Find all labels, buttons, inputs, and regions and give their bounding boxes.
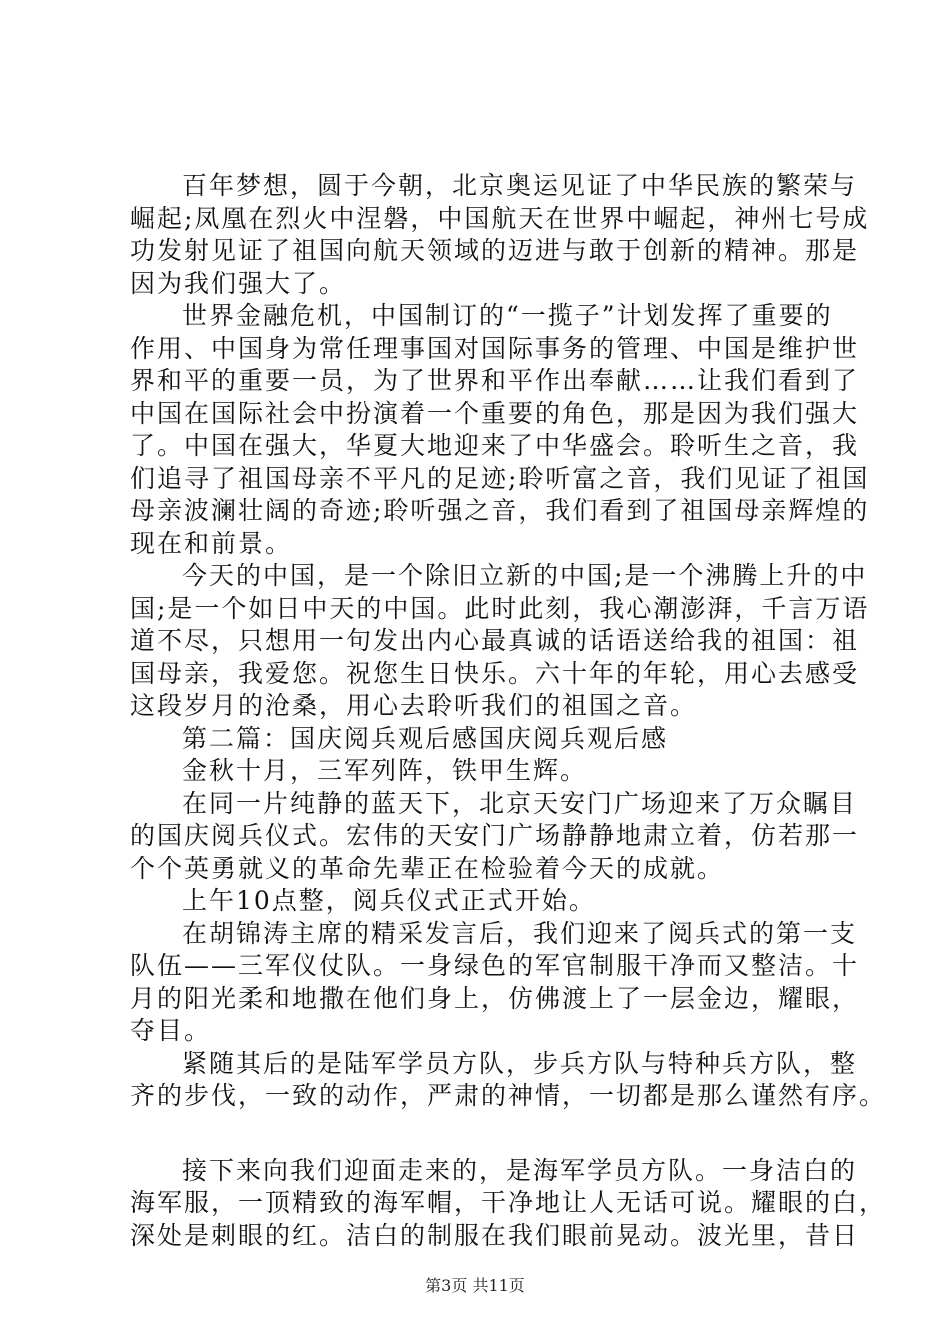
- text-line: 海军服，一顶精致的海军帽，干净地让人无话可说。耀眼的白，: [130, 1188, 887, 1217]
- text-line: 在胡锦涛主席的精采发言后，我们迎来了阅兵式的第一支: [182, 918, 858, 948]
- text-line: 金秋十月，三军列阵，铁甲生辉。: [182, 756, 588, 785]
- text-line: 接下来向我们迎面走来的，是海军学员方队。一身洁白的: [182, 1155, 858, 1185]
- text-line: 的国庆阅兵仪式。宏伟的天安门广场静静地肃立着，仿若那一: [130, 821, 860, 850]
- paragraph: [130, 885, 830, 918]
- text-line: 世界金融危机，中国制订的“一揽子”计划发挥了重要的: [182, 301, 833, 330]
- document-body: [130, 170, 887, 1252]
- page-footer: 第3页 共11页: [425, 1276, 525, 1295]
- paragraph-gap: [130, 1113, 830, 1155]
- paragraph: [130, 788, 860, 886]
- text-line: 国母亲，我爱您。祝您生日快乐。六十年的年轮，用心去感受: [130, 658, 860, 688]
- text-line: 崛起;凤凰在烈火中涅磐，中国航天在世界中崛起，神州七号成: [130, 203, 870, 233]
- text-line: 夺目。: [130, 1016, 212, 1045]
- text-line: 国;是一个如日中天的中国。此时此刻，我心潮澎湃，千言万语: [130, 593, 870, 623]
- paragraph: [130, 1048, 887, 1113]
- text-line: 个个英勇就义的革命先辈正在检验着今天的成就。: [130, 853, 725, 883]
- text-line: 百年梦想，圆于今朝，北京奥运见证了中华民族的繁荣与: [182, 171, 858, 200]
- text-line: 中国在国际社会中扮演着一个重要的角色，那是因为我们强大: [130, 398, 860, 428]
- paragraph: [130, 755, 830, 788]
- text-line: 母亲波澜壮阔的奇迹;聆听强之音，我们看到了祖国母亲辉煌的: [130, 496, 870, 525]
- text-line: 功发射见证了祖国向航天领域的迈进与敢于创新的精神。那是: [130, 236, 860, 265]
- text-line: 深处是刺眼的红。洁白的制服在我们眼前晃动。波光里，昔日: [130, 1220, 860, 1250]
- text-line: 界和平的重要一员，为了世界和平作出奉献……让我们看到了: [130, 366, 860, 395]
- text-line: 月的阳光柔和地撒在他们身上，仿佛渡上了一层金边，耀眼，: [130, 983, 860, 1013]
- paragraph: [130, 723, 830, 756]
- paragraph: [130, 560, 870, 723]
- text-line: 们追寻了祖国母亲不平凡的足迹;聆听富之音，我们见证了祖国: [130, 463, 870, 493]
- text-line: 了。中国在强大，华夏大地迎来了中华盛会。聆听生之音，我: [130, 431, 860, 460]
- text-line: 这段岁月的沧桑，用心去聆听我们的祖国之音。: [130, 691, 698, 720]
- text-line: 队伍——三军仪仗队。一身绿色的军官制服干净而又整洁。十: [130, 951, 860, 980]
- text-line: 道不尽，只想用一句发出内心最真诚的话语送给我的祖国：祖: [130, 626, 860, 655]
- text-line: 齐的步伐，一致的动作，严肃的神情，一切都是那么谨然有序。: [130, 1081, 887, 1110]
- text-line: 紧随其后的是陆军学员方队，步兵方队与特种兵方队，整: [182, 1048, 858, 1078]
- text-line: 今天的中国，是一个除旧立新的中国;是一个沸腾上升的中: [182, 561, 868, 590]
- paragraph: [130, 1155, 887, 1253]
- text-line: 作用、中国身为常任理事国对国际事务的管理、中国是维护世: [130, 333, 860, 363]
- paragraph: [130, 300, 870, 560]
- text-line: 第二篇：国庆阅兵观后感国庆阅兵观后感: [182, 723, 669, 753]
- paragraph: [130, 918, 860, 1048]
- text-line: 上午10点整，阅兵仪式正式开始。: [182, 886, 596, 915]
- text-line: 在同一片纯静的蓝天下，北京天安门广场迎来了万众瞩目: [182, 788, 858, 818]
- text-line: 因为我们强大了。: [130, 268, 347, 298]
- text-line: 现在和前景。: [130, 528, 293, 558]
- paragraph: [130, 170, 870, 300]
